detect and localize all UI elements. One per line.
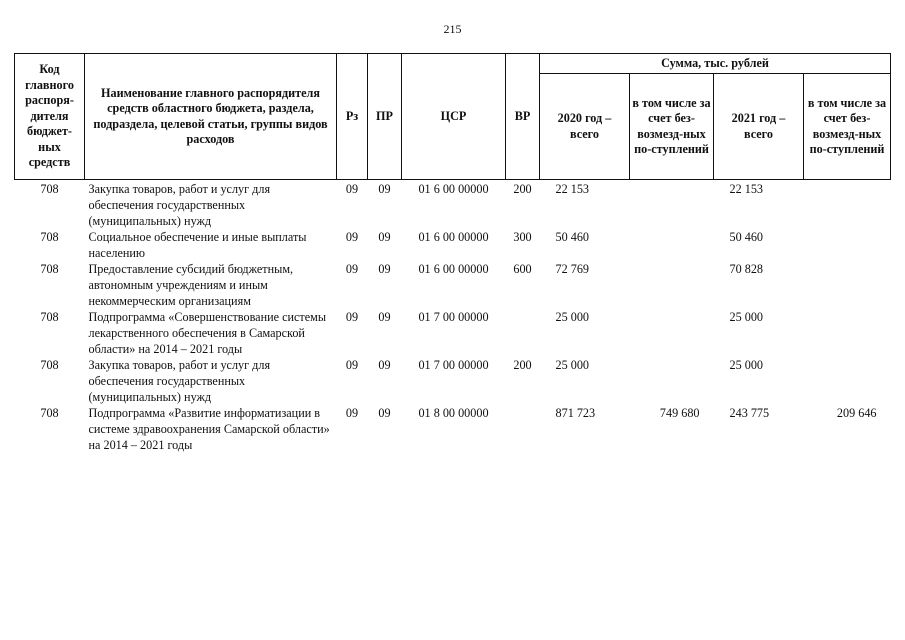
cell-2021-total: 25 000 <box>729 310 764 324</box>
header-rz: Рз <box>337 54 368 180</box>
cell-csr: 01 7 00 00000 <box>418 310 489 324</box>
cell-2021-free <box>804 309 891 357</box>
cell-2021-free <box>804 180 891 230</box>
cell-csr: 01 6 00 00000 <box>418 182 489 196</box>
cell-vr <box>506 309 540 357</box>
table-body <box>15 180 891 454</box>
cell-code: 708 <box>40 262 59 276</box>
cell-name: Подпрограмма «Совершенствование системы лекарственного обеспечения в Самарской области» на 2014 – 2021 годы <box>88 310 327 356</box>
cell-2020-total: 50 460 <box>555 230 590 244</box>
cell-2020-free: 749 680 <box>659 406 700 420</box>
cell-2020-total: 72 769 <box>555 262 590 276</box>
header-2020-total: 2020 год – всего <box>540 74 630 180</box>
cell-pr: 09 <box>378 310 391 324</box>
table-header <box>15 54 891 180</box>
cell-2020-total: 25 000 <box>555 358 590 372</box>
cell-2021-free <box>804 229 891 261</box>
budget-table <box>14 53 891 453</box>
cell-csr: 01 6 00 00000 <box>418 262 489 276</box>
cell-csr: 01 6 00 00000 <box>418 230 489 244</box>
cell-pr: 09 <box>378 358 391 372</box>
cell-rz: 09 <box>345 230 359 244</box>
cell-2020-free <box>630 261 714 309</box>
cell-2020-free <box>630 357 714 405</box>
cell-2021-total: 70 828 <box>729 262 764 276</box>
cell-name: Подпрограмма «Развитие информатизации в системе здравоохранения Самарской области» на 2014 – 2021 годы <box>88 406 330 452</box>
cell-name: Закупка товаров, работ и услуг для обеспечения государственных (муниципальных) нужд <box>88 182 271 228</box>
cell-2020-free <box>630 180 714 230</box>
header-2021-free: в том числе за счет без-возмезд-ных по-ступлений <box>804 74 891 180</box>
cell-name: Закупка товаров, работ и услуг для обеспечения государственных (муниципальных) нужд <box>88 358 271 404</box>
page-number: 215 <box>443 22 462 36</box>
cell-2021-total: 50 460 <box>729 230 764 244</box>
cell-name: Предоставление субсидий бюджетным, автономным учреждениям и иным некоммерческим организациям <box>88 262 294 308</box>
cell-2020-total: 25 000 <box>555 310 590 324</box>
cell-pr: 09 <box>378 230 391 244</box>
cell-rz: 09 <box>345 406 359 420</box>
cell-rz: 09 <box>345 182 359 196</box>
cell-2020-free <box>630 309 714 357</box>
table-row <box>15 309 891 357</box>
cell-name: Социальное обеспечение и иные выплаты населению <box>88 230 307 260</box>
header-sum: Сумма, тыс. рублей <box>540 54 891 74</box>
cell-2021-free <box>804 261 891 309</box>
table-row <box>15 180 891 230</box>
cell-code: 708 <box>40 310 59 324</box>
cell-rz: 09 <box>345 310 359 324</box>
cell-pr: 09 <box>378 406 391 420</box>
cell-2021-free <box>804 357 891 405</box>
cell-vr: 600 <box>513 262 532 276</box>
cell-code: 708 <box>40 230 59 244</box>
cell-2020-total: 22 153 <box>555 182 590 196</box>
cell-csr: 01 8 00 00000 <box>418 406 489 420</box>
cell-pr: 09 <box>378 182 391 196</box>
cell-pr: 09 <box>378 262 391 276</box>
table-row <box>15 405 891 453</box>
cell-code: 708 <box>40 182 59 196</box>
header-2021-total: 2021 год – всего <box>714 74 804 180</box>
table-row <box>15 357 891 405</box>
table-row <box>15 229 891 261</box>
cell-rz: 09 <box>345 262 359 276</box>
cell-vr: 200 <box>513 358 532 372</box>
cell-vr: 300 <box>513 230 532 244</box>
cell-2021-free: 209 646 <box>836 406 877 420</box>
header-csr: ЦСР <box>402 54 506 180</box>
cell-vr <box>506 405 540 453</box>
cell-2021-total: 243 775 <box>729 406 770 420</box>
cell-2020-free <box>630 229 714 261</box>
header-code: Код главного распоря-дителя бюджет-ных средств <box>15 54 85 180</box>
cell-2020-total: 871 723 <box>555 406 596 420</box>
header-name: Наименование главного распорядителя средств областного бюджета, раздела, подраздела, целевой статьи, группы видов расходов <box>85 54 337 180</box>
header-vr: ВР <box>506 54 540 180</box>
header-pr: ПР <box>368 54 402 180</box>
cell-2021-total: 22 153 <box>729 182 764 196</box>
header-2020-free: в том числе за счет без-возмезд-ных по-ступлений <box>630 74 714 180</box>
cell-2021-total: 25 000 <box>729 358 764 372</box>
cell-rz: 09 <box>345 358 359 372</box>
table-row <box>15 261 891 309</box>
cell-vr: 200 <box>513 182 532 196</box>
cell-code: 708 <box>40 358 59 372</box>
cell-code: 708 <box>40 406 59 420</box>
cell-csr: 01 7 00 00000 <box>418 358 489 372</box>
